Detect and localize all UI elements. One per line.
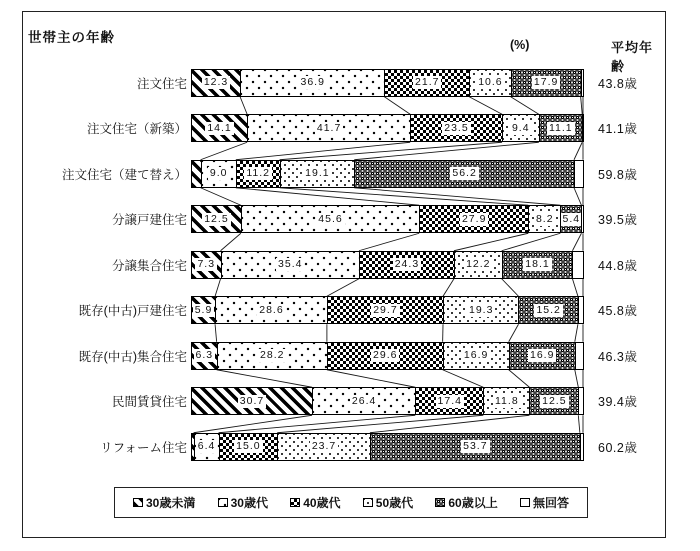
bar-segment-30s [201, 161, 236, 187]
segment-value-label: 56.2 [452, 167, 477, 180]
legend-label: 60歳以上 [448, 496, 498, 510]
category-label: 既存(中古)戸建住宅 [78, 304, 187, 319]
bar-segment-60-plus [560, 206, 581, 232]
chart-row [23, 106, 665, 152]
legend-swatch-40s-icon [290, 498, 300, 507]
bar-segment-40s [419, 206, 528, 232]
segment-value-label: 26.4 [351, 394, 377, 407]
bar-segment-40s [415, 388, 483, 414]
legend-swatch-60-plus-icon [435, 498, 445, 507]
category-label: 分譲戸建住宅 [111, 213, 187, 228]
segment-value-label: 16.9 [463, 349, 489, 362]
bar-segment-60-plus [539, 115, 582, 141]
bar-segment-under-30 [192, 388, 312, 414]
segment-value-label: 29.6 [373, 349, 398, 362]
chart-row [23, 379, 665, 425]
stacked-bar [191, 342, 584, 370]
segment-value-label: 45.6 [318, 212, 343, 225]
segment-value-label: 29.7 [373, 303, 398, 316]
bar-segment-no-answer [578, 297, 583, 323]
bar-segment-60-plus [511, 70, 581, 96]
average-age-value: 39.5歳 [598, 213, 638, 228]
stacked-bar [191, 433, 584, 461]
segment-value-label: 35.4 [278, 258, 303, 271]
legend-swatch-50s-icon [363, 498, 373, 507]
bar-segment-30s [312, 388, 415, 414]
category-label: 注文住宅（建て替え） [61, 167, 187, 182]
bar-segment-40s [327, 343, 443, 369]
percent-unit-label: (%) [510, 38, 530, 52]
segment-value-label: 6.3 [195, 349, 214, 362]
bar-segment-50s [483, 388, 529, 414]
category-label: 注文住宅 [136, 76, 187, 91]
stacked-bar [191, 251, 584, 279]
segment-value-label: 14.1 [207, 121, 232, 134]
segment-value-label: 36.9 [300, 76, 325, 89]
legend-item-30s [218, 494, 268, 511]
average-age-header: 平均年齢 [611, 40, 654, 74]
chart-title: 世帯主の年齢 [28, 30, 115, 45]
bar-segment-40s [327, 297, 443, 323]
segment-value-label: 11.8 [495, 394, 519, 407]
average-age-value: 41.1歳 [598, 122, 638, 137]
stacked-bar [191, 69, 584, 97]
stacked-bar [191, 160, 584, 188]
segment-value-label: 6.4 [197, 440, 216, 453]
segment-value-label: 9.4 [511, 121, 530, 134]
chart-row [23, 197, 665, 243]
segment-value-label: 19.3 [469, 303, 494, 316]
legend-item-under-30 [133, 494, 195, 511]
bar-segment-40s [219, 434, 278, 460]
bar-segment-60-plus [518, 297, 577, 323]
bar-segment-40s [384, 70, 469, 96]
segment-value-label: 11.1 [548, 121, 573, 134]
legend-label: 30歳未満 [146, 496, 196, 510]
bar-segment-50s [280, 161, 355, 187]
bar-segment-50s [443, 343, 509, 369]
segment-value-label: 23.5 [444, 121, 469, 134]
bar-segment-60-plus [529, 388, 578, 414]
bar-segment-60-plus [509, 343, 575, 369]
category-label: リフォーム住宅 [100, 440, 187, 455]
bar-segment-under-30 [192, 206, 241, 232]
bar-segment-30s [194, 434, 219, 460]
chart-frame [22, 11, 666, 538]
average-age-value: 60.2歳 [598, 440, 638, 455]
segment-value-label: 21.7 [415, 76, 440, 89]
segment-value-label: 12.2 [466, 258, 491, 271]
bar-segment-50s [502, 115, 539, 141]
legend-label: 無回答 [532, 496, 569, 510]
segment-value-label: 15.2 [536, 303, 561, 316]
category-label: 分譲集合住宅 [111, 258, 187, 273]
segment-value-label: 12.3 [203, 76, 229, 89]
bar-segment-40s [359, 252, 454, 278]
legend-label: 30歳代 [230, 496, 268, 510]
bars-area [23, 60, 665, 470]
segment-value-label: 5.9 [194, 303, 213, 316]
segment-value-label: 15.0 [236, 440, 261, 453]
chart-row [23, 151, 665, 197]
stacked-bar [191, 387, 584, 415]
bar-segment-no-answer [575, 343, 583, 369]
bar-segment-under-30 [192, 343, 217, 369]
bar-segment-no-answer [582, 115, 583, 141]
segment-value-label: 16.9 [530, 349, 555, 362]
segment-value-label: 24.3 [394, 258, 420, 271]
legend-item-40s [290, 494, 340, 511]
segment-value-label: 5.4 [562, 212, 581, 225]
segment-value-label: 12.5 [542, 394, 567, 407]
bar-segment-40s [410, 115, 502, 141]
segment-value-label: 17.4 [437, 394, 462, 407]
legend-item-60-plus [435, 494, 497, 511]
average-age-value: 44.8歳 [598, 258, 638, 273]
legend-swatch-no-answer-icon [520, 498, 530, 507]
legend-item-no-answer [520, 494, 569, 511]
segment-value-label: 10.6 [478, 76, 503, 89]
category-label: 民間賃貸住宅 [111, 395, 187, 410]
category-label: 注文住宅（新築） [86, 122, 187, 137]
bar-segment-50s [528, 206, 560, 232]
bar-segment-50s [454, 252, 502, 278]
segment-value-label: 12.5 [204, 212, 229, 225]
segment-value-label: 17.9 [533, 76, 559, 89]
bar-segment-under-30 [192, 297, 215, 323]
average-age-value: 46.3歳 [598, 349, 638, 364]
bar-segment-60-plus [502, 252, 573, 278]
segment-value-label: 53.7 [463, 440, 488, 453]
average-age-value: 39.4歳 [598, 395, 638, 410]
segment-value-label: 9.0 [209, 167, 228, 180]
bar-segment-30s [247, 115, 410, 141]
legend-swatch-under-30-icon [133, 498, 143, 507]
bar-segment-50s [469, 70, 510, 96]
segment-value-label: 11.2 [246, 167, 270, 180]
average-age-value: 45.8歳 [598, 304, 638, 319]
legend-label: 50歳代 [375, 496, 414, 510]
segment-value-label: 41.7 [316, 121, 342, 134]
bar-segment-no-answer [578, 388, 583, 414]
segment-value-label: 28.2 [260, 349, 285, 362]
segment-value-label: 18.1 [525, 258, 550, 271]
legend [114, 487, 588, 518]
legend-item-50s [363, 494, 413, 511]
segment-value-label: 7.3 [197, 258, 216, 271]
stacked-bar [191, 296, 584, 324]
bar-segment-30s [215, 297, 327, 323]
chart-row [23, 333, 665, 379]
bar-segment-30s [240, 70, 384, 96]
bar-segment-60-plus [370, 434, 580, 460]
category-label: 既存(中古)集合住宅 [78, 349, 187, 364]
segment-value-label: 30.7 [239, 394, 265, 407]
bar-segment-30s [217, 343, 327, 369]
bar-segment-no-answer [572, 252, 583, 278]
bar-segment-no-answer [581, 70, 583, 96]
bar-segment-no-answer [574, 161, 583, 187]
segment-value-label: 8.2 [535, 212, 554, 225]
bar-segment-no-answer [581, 206, 583, 232]
bar-segment-under-30 [192, 70, 240, 96]
bar-segment-no-answer [580, 434, 583, 460]
legend-swatch-30s-icon [218, 498, 228, 507]
stacked-bar [191, 205, 584, 233]
average-age-value: 59.8歳 [598, 167, 638, 182]
segment-value-label: 28.6 [259, 303, 284, 316]
chart-row [23, 60, 665, 106]
stacked-bar [191, 114, 584, 142]
segment-value-label: 19.1 [305, 167, 330, 180]
legend-label: 40歳代 [303, 496, 341, 510]
average-age-value: 43.8歳 [598, 76, 638, 91]
segment-value-label: 23.7 [311, 440, 337, 453]
bar-segment-60-plus [354, 161, 574, 187]
bar-segment-under-30 [192, 115, 247, 141]
chart-row [23, 288, 665, 334]
bar-segment-under-30 [192, 161, 201, 187]
chart-row [23, 242, 665, 288]
chart-row [23, 424, 665, 470]
bar-segment-30s [221, 252, 359, 278]
bar-segment-40s [236, 161, 280, 187]
bar-segment-50s [277, 434, 370, 460]
segment-value-label: 27.9 [461, 212, 487, 225]
bar-segment-50s [443, 297, 518, 323]
bar-segment-under-30 [192, 252, 221, 278]
bar-segment-30s [241, 206, 419, 232]
